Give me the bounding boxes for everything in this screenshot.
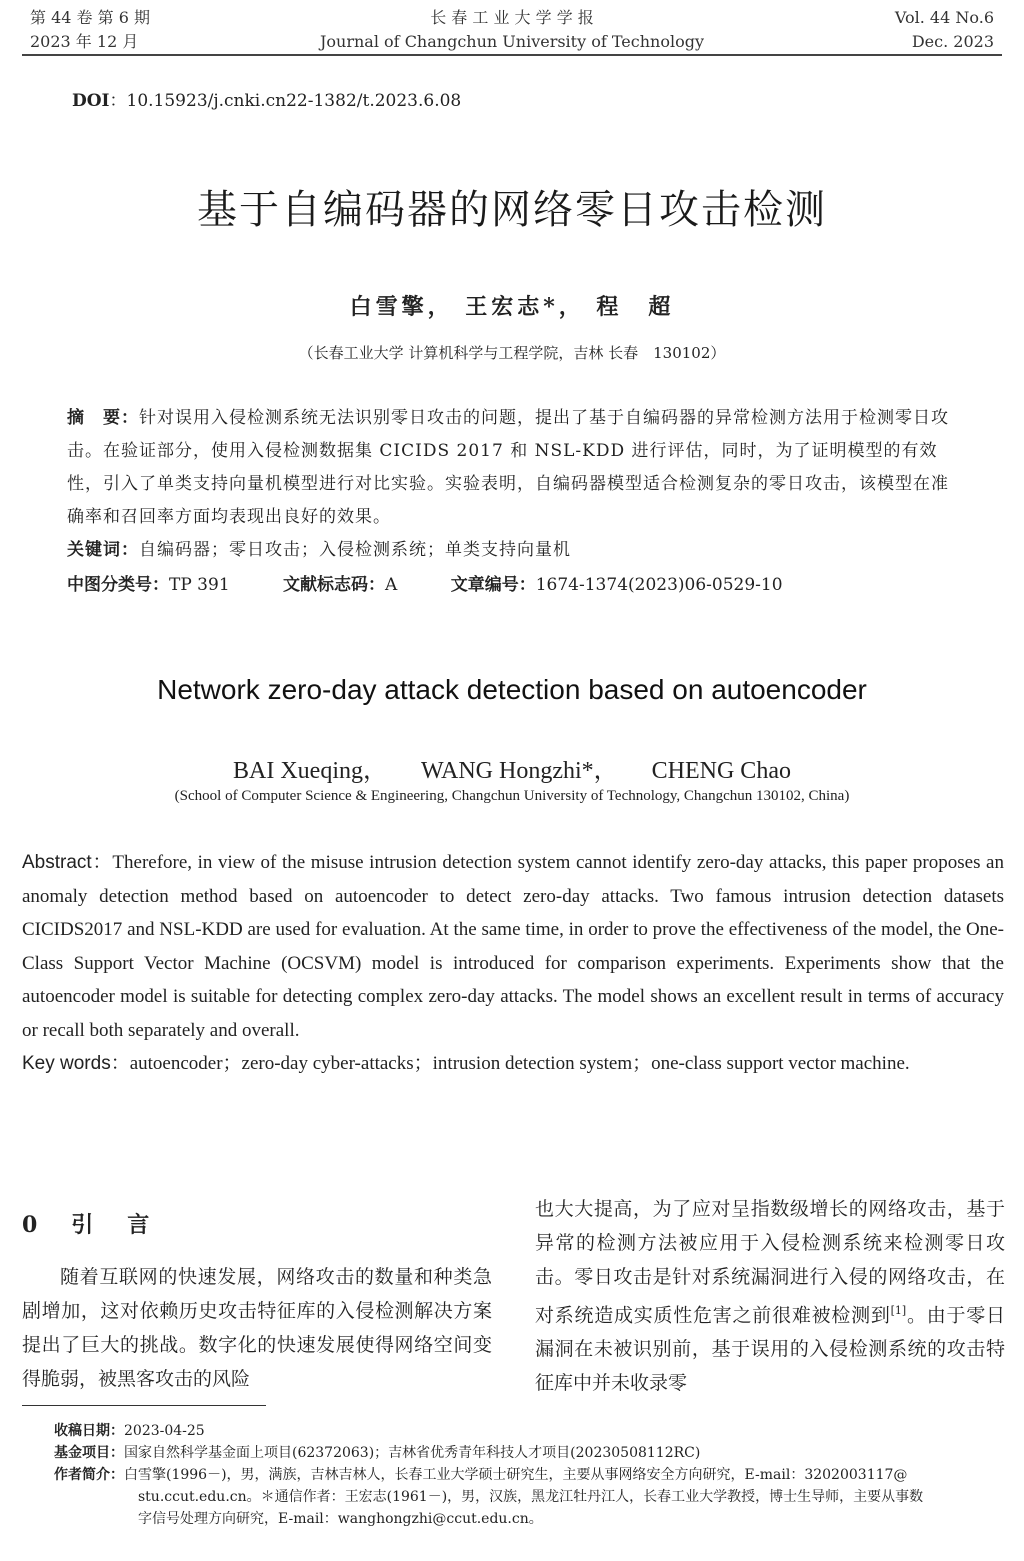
article-number xyxy=(451,575,783,595)
affiliation-cn: （长春工业大学 计算机科学与工程学院，吉林 长春 130102） xyxy=(298,344,726,362)
abstract-en xyxy=(22,846,1004,1081)
author-1-en: BAI Xueqing， xyxy=(233,758,387,784)
volume-issue-en: Vol. 44 No.6 xyxy=(894,8,994,27)
received-date xyxy=(54,1420,1009,1442)
footnotes xyxy=(54,1420,1009,1530)
author-bio xyxy=(54,1464,1009,1486)
journal-name-en: Journal of Changchun University of Technology xyxy=(320,32,704,51)
running-header xyxy=(30,6,994,51)
intro-right-text-b: 。由于零日漏洞在未被识别前，基于误用的入侵检测系统的攻击特征库中并未收录零 xyxy=(535,1304,1005,1395)
doc-code-label: 文献标志码： xyxy=(283,575,386,595)
citation-ref[interactable]: [1] xyxy=(890,1304,907,1317)
doi-label: DOI xyxy=(72,91,110,111)
author-3-en: CHENG Chao xyxy=(651,758,791,784)
intro-right-text-a: 也大大提高，为了应对呈指数级增长的网络攻击，基于异常的检测方法被应用于入侵检测系统来检测零日攻击。零日攻击是针对系统漏洞进行入侵的网络攻击，在对系统造成实质性危害之前很难被检测到 xyxy=(535,1198,1005,1327)
paper-title-en: Network zero-day attack detection based on autoencoder xyxy=(157,674,867,705)
date-cn: 2023 年 12 月 xyxy=(30,32,139,51)
doc-code-value: A xyxy=(385,575,398,595)
doi-value[interactable]: ：10.15923/j.cnki.cn22-1382/t.2023.6.08 xyxy=(109,91,462,111)
authors-cn: 白雪擎， 王宏志*， 程 超 xyxy=(349,294,675,320)
clc-label: 中图分类号： xyxy=(67,575,169,595)
intro-paragraph-right xyxy=(535,1192,1005,1400)
intro-paragraph-left: 随着互联网的快速发展，网络攻击的数量和种类急剧增加，这对依赖历史攻击特征库的入侵检测解决方案提出了巨大的挑战。数字化的快速发展使得网络空间变得脆弱，被黑客攻击的风险 xyxy=(22,1266,492,1390)
author-2-en: WANG Hongzhi*， xyxy=(421,758,618,784)
abstract-cn xyxy=(67,402,959,567)
keywords-en-text: autoencoder；zero-day cyber-attacks；intrusion detection system；one-class support vector machine. xyxy=(129,1053,910,1074)
paper-title-cn: 基于自编码器的网络零日攻击检测 xyxy=(197,187,827,233)
doi-line xyxy=(72,86,461,111)
abstract-en-label: Abstract： xyxy=(22,852,113,873)
keywords-en-label: Key words： xyxy=(22,1053,130,1074)
header-center xyxy=(30,6,994,54)
keywords-cn-label: 关键词： xyxy=(67,540,139,560)
author-bio-line-2: stu.ccut.edu.cn。＊通信作者：王宏志(1961－)，男，汉族，黑龙江牡丹江人，长春工业大学教授，博士生导师，主要从事数 xyxy=(138,1489,924,1505)
received-label: 收稿日期： xyxy=(54,1423,124,1439)
fund-value: 国家自然科学基金面上项目(62372063)；吉林省优秀青年科技人才项目(20230508112RC) xyxy=(124,1445,701,1461)
document-code xyxy=(283,575,397,595)
affiliation-en: (School of Computer Science & Engineering, Changchun University of Technology, Changchun 130102, China) xyxy=(174,788,850,804)
abstract-cn-body xyxy=(67,402,959,534)
clc-number xyxy=(67,575,230,595)
received-value: 2023-04-25 xyxy=(124,1423,205,1439)
body-column-right xyxy=(535,1192,1005,1400)
section-heading: 0 引 言 xyxy=(22,1212,156,1238)
classification-row xyxy=(67,570,967,595)
keywords-cn xyxy=(67,534,959,567)
footnote-divider xyxy=(22,1405,266,1406)
keywords-cn-text: 自编码器；零日攻击；入侵检测系统；单类支持向量机 xyxy=(139,540,571,560)
article-no-label: 文章编号： xyxy=(450,575,536,595)
authors-en xyxy=(0,750,1024,785)
abstract-en-text: Therefore, in view of the misuse intrusion detection system cannot identify zero-day attacks, this paper proposes an anomaly detection method based on autoencoder to detect zero-day attacks. Two famous intrusion detection datasets CICIDS2017 and NSL-KDD are used for evaluation. At the same time, in order to prove the effectiveness of the model, the One-Class Support Vector Machine (OCSVM) model is introduced for comparison experiments. Experiments show that the autoencoder model is suitable for detecting complex zero-day attacks. The model shows an excellent result in terms of accuracy or recall both separately and overall. xyxy=(22,852,1004,1041)
fund-label: 基金项目： xyxy=(54,1445,124,1461)
volume-issue-cn: 第 44 卷 第 6 期 xyxy=(30,8,150,27)
abstract-cn-text: 针对误用入侵检测系统无法识别零日攻击的问题，提出了基于自编码器的异常检测方法用于检测零日攻击。在验证部分，使用入侵检测数据集 CICIDS 2017 和 NSL-KDD 进行评估，同时，为了证明模型的有效性，引入了单类支持向量机模型进行对比实验。实验表明，自编码器模型适合检测复杂的零日攻击，该模型在准确率和召回率方面均表现出良好的效果。 xyxy=(67,408,949,527)
abstract-cn-label: 摘 要： xyxy=(67,408,139,428)
keywords-en xyxy=(22,1047,1004,1081)
date-en: Dec. 2023 xyxy=(911,32,994,51)
author-bio-label: 作者简介： xyxy=(54,1467,124,1483)
clc-value: TP 391 xyxy=(169,575,230,595)
body-column-left xyxy=(22,1208,492,1396)
header-right xyxy=(895,6,994,54)
article-no-value: 1674-1374(2023)06-0529-10 xyxy=(535,575,783,595)
abstract-en-body xyxy=(22,846,1004,1047)
author-bio-line-1: 白雪擎(1996－)，男，满族，吉林吉林人，长春工业大学硕士研究生，主要从事网络安全方向研究，E-mail：3202003117@ xyxy=(124,1467,908,1483)
journal-name-cn: 长 春 工 业 大 学 学 报 xyxy=(430,8,594,27)
funding xyxy=(54,1442,1009,1464)
author-bio-line-3: 字信号处理方向研究，E-mail：wanghongzhi@ccut.edu.cn。 xyxy=(138,1511,543,1527)
header-divider xyxy=(22,54,1002,56)
